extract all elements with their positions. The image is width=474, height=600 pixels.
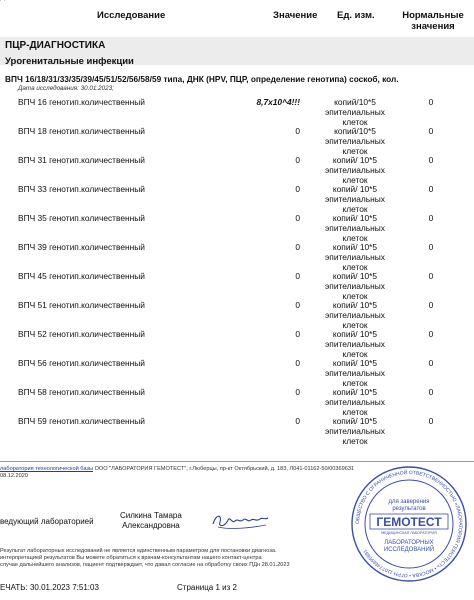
row-norm: 0 [428, 416, 434, 426]
row-unit-line2: эпителиальных [325, 107, 385, 117]
row-norm: 0 [428, 213, 434, 223]
row-unit-line1: копий/ 10*5 [332, 387, 378, 397]
section-title: ПЦР-ДИАГНОСТИКА [5, 40, 106, 51]
cut-top-text [0, 0, 26, 1]
row-test-name: ВПЧ 39 генотип.количественный [18, 242, 145, 252]
stamp-bottom-label: ЛАБОРАТОРНЫХ [384, 540, 434, 546]
row-norm: 0 [428, 155, 434, 165]
header-unit: Ед. изм. [337, 10, 375, 21]
row-test-name: ВПЧ 59 генотип.количественный [18, 416, 145, 426]
subsection-title: Урогенитальные инфекции [5, 56, 134, 67]
row-unit-line3: клеток [342, 175, 368, 185]
row-unit-line3: клеток [342, 436, 368, 446]
row-unit-line1: копий/ 10*5 [332, 184, 378, 194]
row-unit-line3: клеток [342, 146, 368, 156]
signer-name-line2: Александровна [122, 521, 180, 530]
footer-license-date: 08.12.2020 [0, 473, 28, 479]
row-unit-line1: копий/10*5 [334, 126, 376, 136]
row-value: 0 [295, 271, 300, 281]
stamp-ring-text: ОБЩЕСТВО С ОГРАНИЧЕННОЙ ОТВЕТСТВЕННОСТЬЮ «ЛАБОРАТОРИЯ ГЕМОТЕСТ» • МОСКВА • ОГРН 1107746695891 [354, 469, 464, 579]
row-unit-line3: клеток [342, 204, 368, 214]
row-unit [320, 242, 390, 272]
row-unit [320, 329, 390, 359]
row-unit [320, 358, 390, 388]
signer-name [120, 511, 182, 531]
test-date: Дата исследования: 30.01.2023; [18, 85, 114, 92]
signature-icon [210, 508, 270, 532]
row-unit [320, 213, 390, 243]
row-unit-line1: копий/ 10*5 [332, 242, 378, 252]
row-unit [320, 271, 390, 301]
signer-role: ведующий лабораторией [0, 517, 94, 526]
row-unit-line1: копий/10*5 [334, 97, 376, 107]
row-test-name: ВПЧ 18 генотип.количественный [18, 126, 145, 136]
row-unit-line3: клеток [342, 349, 368, 359]
row-unit-line2: эпителиальных [325, 252, 385, 262]
table-row [0, 271, 474, 301]
row-unit-line2: эпителиальных [325, 281, 385, 291]
row-value: 0 [295, 184, 300, 194]
footer-note-2: интерпретацией результатов Вы можете обратиться к врачам-консультантам нашего контакт-центра [0, 555, 262, 561]
row-unit-line2: эпителиальных [325, 397, 385, 407]
row-value: 0 [295, 242, 300, 252]
row-norm: 0 [428, 126, 434, 136]
footer-note-1: Результат лабораторных исследований не является единственным параметром для постановки диагноза. [0, 548, 277, 554]
row-value: 0 [295, 213, 300, 223]
table-row [0, 387, 474, 417]
row-unit-line1: копий/ 10*5 [332, 358, 378, 368]
stamp-bottom-label2: ИССЛЕДОВАНИЙ [383, 547, 435, 553]
row-value: 0 [295, 155, 300, 165]
header-value: Значение [273, 10, 318, 21]
header-test: Исследование [97, 10, 166, 21]
stamp-brand-sub: МЕДИЦИНСКАЯ ЛАБОРАТОРИЯ [381, 531, 437, 535]
row-unit [320, 387, 390, 417]
row-test-name: ВПЧ 35 генотип.количественный [18, 213, 145, 223]
stamp-top-label: для заверения [388, 499, 430, 505]
row-value: 0 [295, 416, 300, 426]
header-norm-line1: Нормальные [402, 10, 464, 21]
row-unit-line2: эпителиальных [325, 223, 385, 233]
row-unit-line3: клеток [342, 291, 368, 301]
table-row [0, 97, 474, 127]
signer-name-line1: Силкина Тамара [120, 511, 182, 520]
header-norm [398, 10, 468, 32]
header-norm-line2: значения [411, 21, 455, 32]
row-norm: 0 [428, 358, 434, 368]
row-unit-line2: эпителиальных [325, 368, 385, 378]
row-unit-line3: клеток [342, 378, 368, 388]
row-unit-line2: эпителиальных [325, 426, 385, 436]
row-unit-line2: эпителиальных [325, 339, 385, 349]
row-unit-line1: копий/ 10*5 [332, 300, 378, 310]
table-row [0, 242, 474, 272]
table-row [0, 126, 474, 156]
row-unit [320, 300, 390, 330]
table-row [0, 155, 474, 185]
row-unit-line1: копий/ 10*5 [332, 271, 378, 281]
row-unit-line1: копий/ 10*5 [332, 155, 378, 165]
row-unit [320, 97, 390, 127]
row-norm: 0 [428, 387, 434, 397]
row-norm: 0 [428, 242, 434, 252]
row-norm: 0 [428, 300, 434, 310]
row-unit-line3: клеток [342, 117, 368, 127]
row-unit-line1: копий/ 10*5 [332, 416, 378, 426]
license-text: ООО "ЛАБОРАТОРИЯ ГЕМОТЕСТ", г.Люберцы, пр-кт Октябрьский, д. 183, Л041-01162-50/00369631 [93, 466, 355, 472]
table-row [0, 358, 474, 388]
print-timestamp: ЕЧАТЬ: 30.01.2023 7:51:03 [0, 583, 99, 592]
table-header [0, 8, 474, 34]
table-row [0, 416, 474, 446]
row-norm: 0 [428, 184, 434, 194]
row-unit-line2: эпителиальных [325, 194, 385, 204]
row-value: 0 [295, 126, 300, 136]
row-norm: 0 [428, 97, 434, 107]
row-test-name: ВПЧ 51 генотип.количественный [18, 300, 145, 310]
row-unit-line3: клеток [342, 262, 368, 272]
row-test-name: ВПЧ 45 генотип.количественный [18, 271, 145, 281]
row-unit [320, 184, 390, 214]
row-unit-line2: эпителиальных [325, 136, 385, 146]
footer-divider [0, 461, 474, 462]
row-unit-line3: клеток [342, 407, 368, 417]
row-norm: 0 [428, 271, 434, 281]
row-value: 0 [295, 300, 300, 310]
lab-stamp-icon [350, 465, 468, 583]
row-value: 0 [295, 329, 300, 339]
row-unit-line3: клеток [342, 320, 368, 330]
row-norm: 0 [428, 329, 434, 339]
footer-license [0, 466, 354, 472]
row-test-name: ВПЧ 58 генотип.количественный [18, 387, 145, 397]
row-unit-line3: клеток [342, 233, 368, 243]
footer-note-3: случае дальнейшего анализов, пациент подтверждает, что давал согласие на обработку своих ПДн 28.01.2023 [0, 562, 290, 568]
row-unit-line1: копий/ 10*5 [332, 213, 378, 223]
row-value: 0 [295, 387, 300, 397]
row-test-name: ВПЧ 33 генотип.количественный [18, 184, 145, 194]
test-title: ВПЧ 16/18/31/33/35/39/45/51/52/56/58/59 типа, ДНК (HPV, ПЦР, определение генотипа) соскоб, кол. [5, 74, 399, 84]
row-unit [320, 155, 390, 185]
table-row [0, 329, 474, 359]
stamp-brand: ГЕМОТЕСТ [376, 515, 442, 529]
row-unit-line1: копий/ 10*5 [332, 329, 378, 339]
table-row [0, 213, 474, 243]
row-test-name: ВПЧ 31 генотип.количественный [18, 155, 145, 165]
row-test-name: ВПЧ 16 генотип.количественный [18, 97, 145, 107]
row-unit [320, 126, 390, 156]
row-test-name: ВПЧ 52 генотип.количественный [18, 329, 145, 339]
license-link[interactable]: лаборатория технологической базы [0, 466, 94, 472]
stamp-top-label2: результатов [392, 506, 426, 512]
row-value: 0 [295, 358, 300, 368]
table-row [0, 184, 474, 214]
row-test-name: ВПЧ 56 генотип.количественный [18, 358, 145, 368]
row-unit [320, 416, 390, 446]
row-unit-line2: эпителиальных [325, 310, 385, 320]
page-number: Страница 1 из 2 [177, 583, 237, 592]
row-unit-line2: эпителиальных [325, 165, 385, 175]
table-row [0, 300, 474, 330]
row-value: 8,7x10^4!!! [256, 97, 300, 107]
